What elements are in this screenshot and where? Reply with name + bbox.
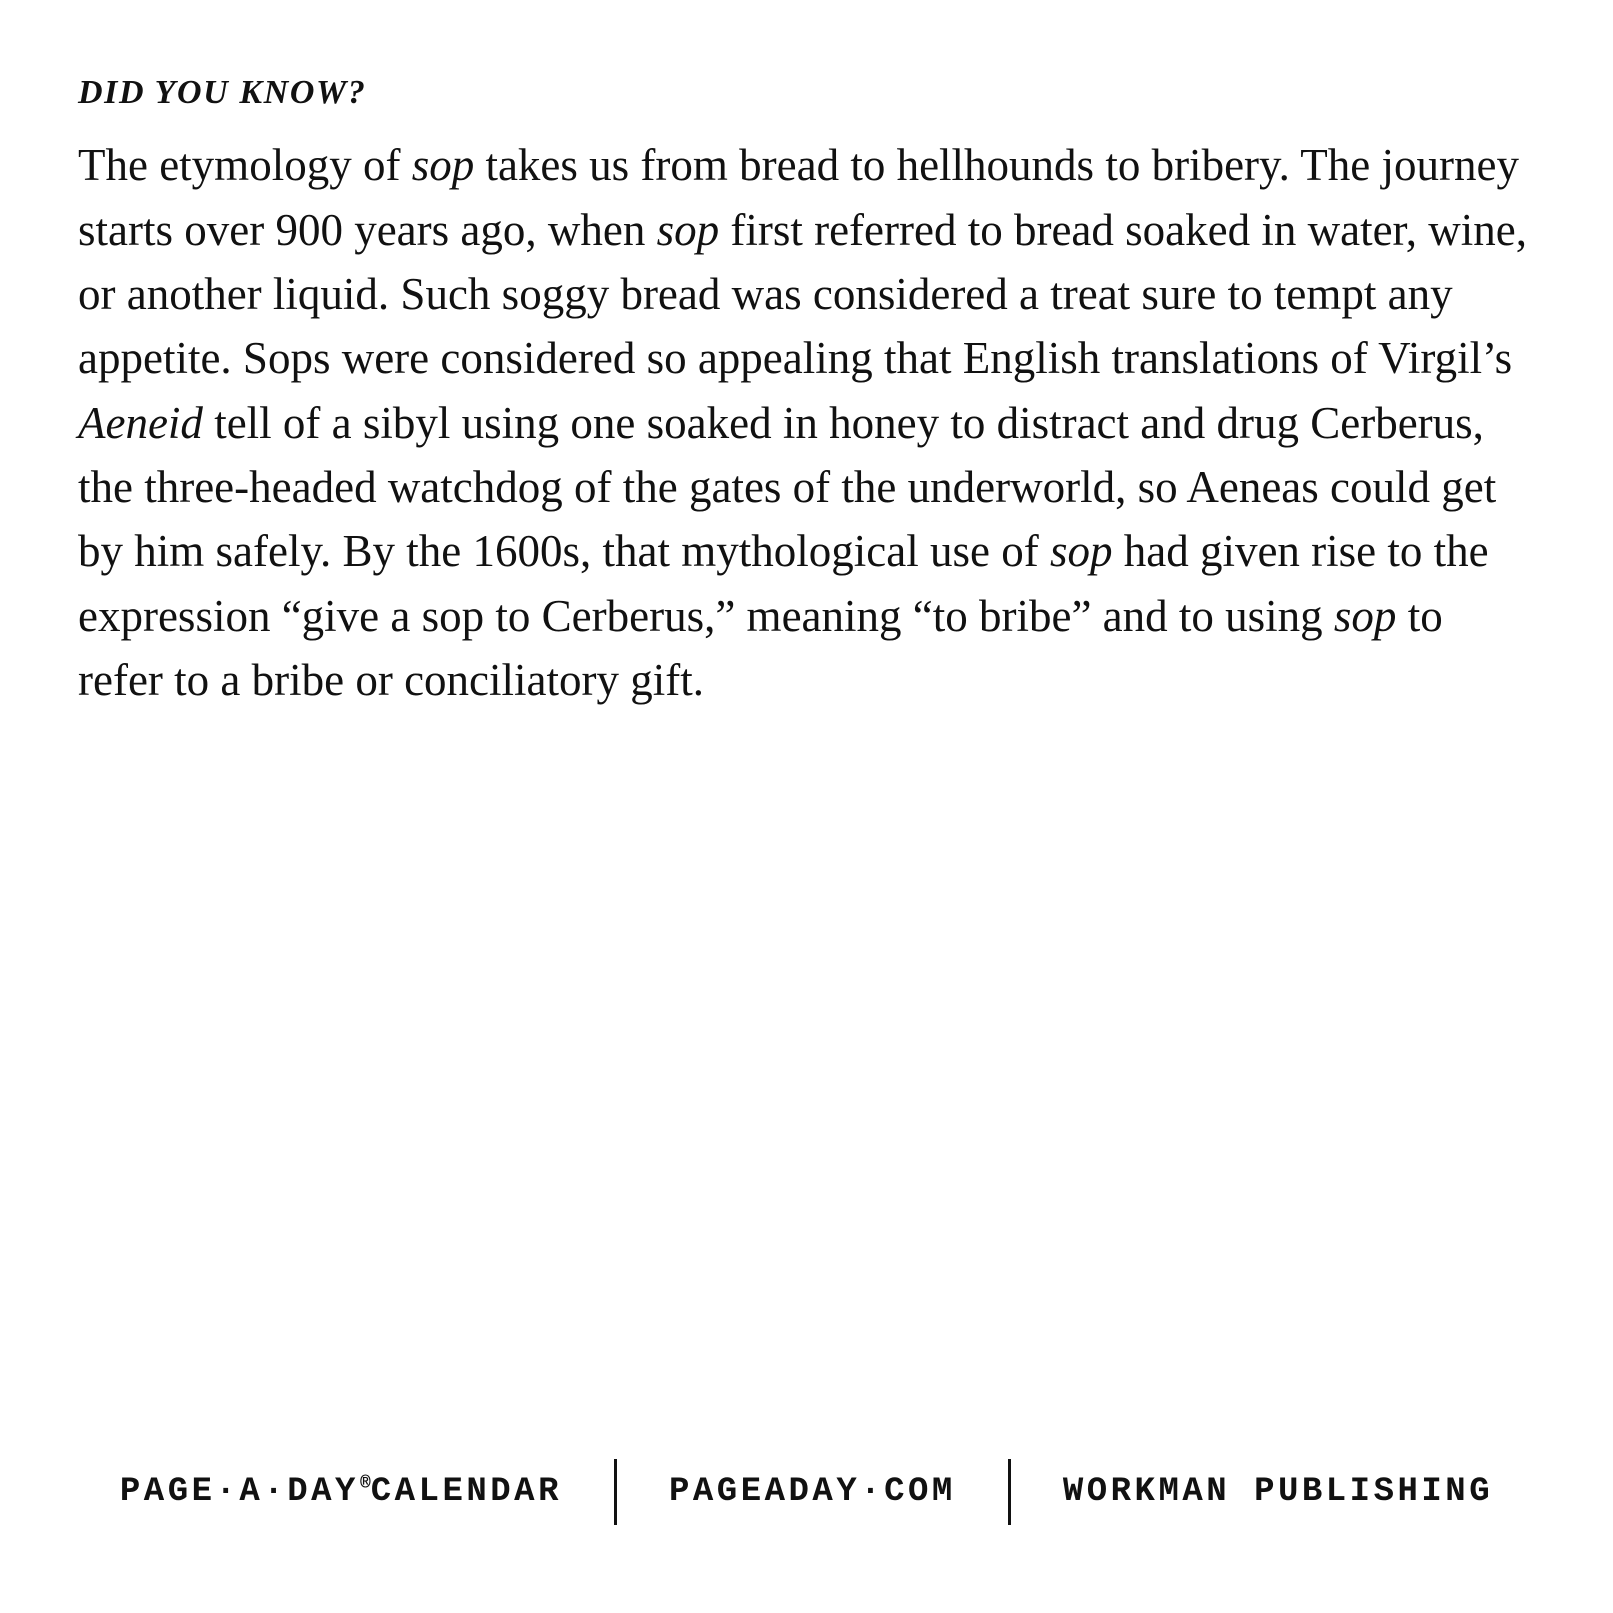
footer-brand-suffix: CALENDAR	[370, 1473, 562, 1511]
body-text-run: to refer to a bribe or conciliatory gift.	[78, 590, 1443, 706]
body-text-run: had given rise to the expression “give a sop to Cerberus,” meaning “to bribe” and to using	[78, 526, 1489, 641]
body-italic-term: Aeneid	[78, 397, 203, 448]
page-kicker: DID YOU KNOW?	[78, 74, 367, 111]
body-text-run: The etymology of	[78, 140, 412, 191]
footer-website[interactable]: PAGEADAY·COM	[669, 1473, 956, 1511]
footer-brand-name: PAGE·A·DAY	[119, 1473, 359, 1511]
body-italic-term: sop	[1049, 526, 1113, 577]
body-text-run: takes us from bread to hellhounds to bribery. The journey starts over 900 years ago, when	[78, 140, 1519, 255]
footer-publisher: WORKMAN PUBLISHING	[1062, 1473, 1494, 1511]
body-italic-term: sop	[411, 140, 475, 191]
body-copy	[78, 133, 1535, 712]
footer-brand	[68, 1473, 614, 1511]
body-italic-term: sop	[656, 204, 720, 255]
footer	[78, 1459, 1535, 1525]
registered-mark-icon: ®	[359, 1474, 371, 1494]
body-text-run: first referred to bread soaked in water, wine, or another liquid. Such soggy bread was considered a treat sure to tempt any appetite. Sops were considered so appealing that English translations of Virgil’s	[78, 204, 1527, 384]
body-text-run: tell of a sibyl using one soaked in honey to distract and drug Cerberus, the three-headed watchdog of the gates of the underworld, so Aeneas could get by him safely. By the 1600s, that mythological use of	[78, 397, 1497, 577]
body-italic-term: sop	[1333, 590, 1397, 641]
